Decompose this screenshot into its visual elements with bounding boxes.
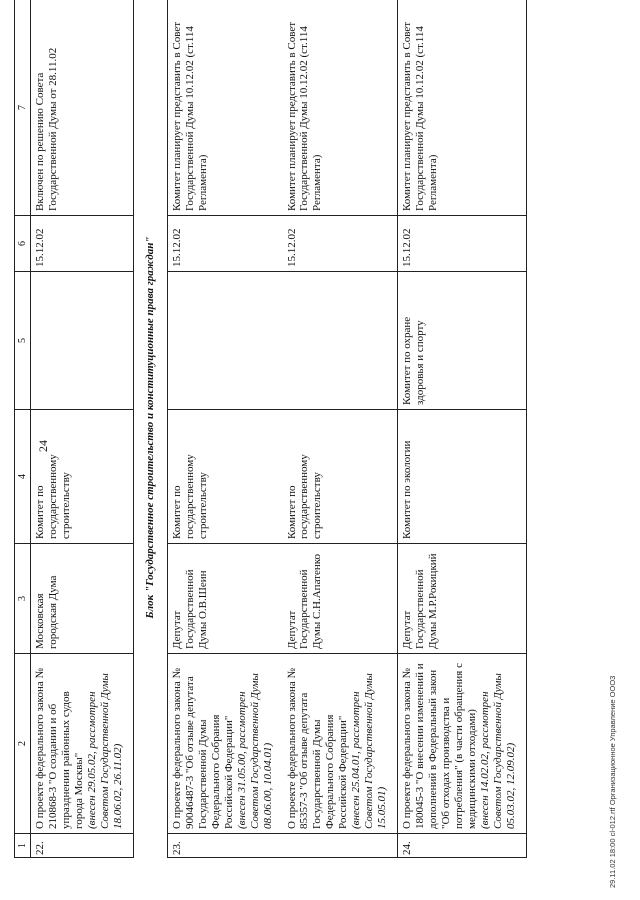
co-committee: Комитет по охране здоровья и спорту: [398, 272, 527, 410]
bill-description: [167, 654, 282, 834]
table-row: [398, 0, 527, 858]
bill-title: О проекте федерального закона № 90046487-3 "Об отзыве депутата Государственной Думы Федерального Собрания Российской Федерации": [170, 668, 235, 829]
co-committee: [283, 272, 398, 410]
row-number: 23.: [167, 834, 282, 858]
status: Включен по решению Совета Государственной Думы от 28.11.02: [31, 0, 134, 216]
initiator: Московская городская Дума: [31, 544, 134, 654]
row-number: 24.: [398, 834, 527, 858]
initiator: Депутат Государственной Думы С.Н.Апатенко: [283, 544, 398, 654]
bills-table: [14, 0, 527, 858]
column-number-row: [15, 0, 31, 858]
column-number: 1: [15, 834, 31, 858]
bill-title: О проекте федерального закона № 85357-3 "Об отзыве депутата Государственной Думы Федерального Собрания Российской Федерации": [285, 668, 350, 829]
status: Комитет планирует представить в Совет Государственной Думы 10.12.02 (ст.114 Регламента): [398, 0, 527, 216]
bill-description: [283, 654, 398, 834]
initiator: Депутат Государственной Думы О.В.Шеин: [167, 544, 282, 654]
date: 15.12.02: [398, 216, 527, 272]
column-number: 3: [15, 544, 31, 654]
bill-note: (внесен 14.02.02, рассмотрен Советом Государственной Думы 05.03.02, 12.09.02): [479, 673, 517, 829]
column-number: 4: [15, 410, 31, 544]
bill-description: [398, 654, 527, 834]
group-heading-row: [133, 0, 167, 858]
column-number: 5: [15, 272, 31, 410]
bill-note: (внесен 29.05.02, рассмотрен Советом Государственной Думы 18.06.02, 26.11.02): [85, 673, 124, 829]
date: 15.12.02: [283, 216, 398, 272]
column-number: 6: [15, 216, 31, 272]
bill-note: (внесен 31.05.00, рассмотрен Советом Государственной Думы 08.06.00, 10.04.01): [235, 673, 274, 829]
column-number: 2: [15, 654, 31, 834]
bill-title: О проекте федерального закона № 180045-3 "О внесении изменений и дополнений в Федеральный закон "Об отходах производства и потребления" (в части обращения с медицинскими отходами): [401, 663, 479, 829]
page-number: 24: [36, 440, 50, 452]
column-number: 7: [15, 0, 31, 216]
group-title: Блок "Государственное строительство и конституционные права граждан": [133, 0, 167, 858]
co-committee: [167, 272, 282, 410]
table-row: [167, 0, 282, 858]
responsible-committee: Комитет по государственному строительству: [167, 410, 282, 544]
responsible-committee: Комитет по экологии: [398, 410, 527, 544]
bill-note: (внесен 25.04.01, рассмотрен Советом Государственной Думы 15.05.01): [350, 673, 389, 829]
responsible-committee: Комитет по государственному строительству: [283, 410, 398, 544]
row-number: [283, 834, 398, 858]
responsible-committee: Комитет по государственному строительству: [31, 410, 134, 544]
table-row: [283, 0, 398, 858]
page-footer: 29.11.02 18:00 cl-012.rtf Организационное Управление ООО3: [608, 675, 617, 888]
table-row: [31, 0, 134, 858]
status: Комитет планирует представить в Совет Государственной Думы 10.12.02 (ст.114 Регламента): [167, 0, 282, 216]
co-committee: [31, 272, 134, 410]
initiator: Депутат Государственной Думы М.Р.Рокицкий: [398, 544, 527, 654]
row-number: 22.: [31, 834, 134, 858]
bill-description: [31, 654, 134, 834]
date: 15.12.02: [167, 216, 282, 272]
bill-title: О проекте федерального закона № 210868-3 "О создании и об упразднении районных судов города Москвы": [34, 668, 85, 829]
date: 15.12.02: [31, 216, 134, 272]
status: Комитет планирует представить в Совет Государственной Думы 10.12.02 (ст.114 Регламента): [283, 0, 398, 216]
